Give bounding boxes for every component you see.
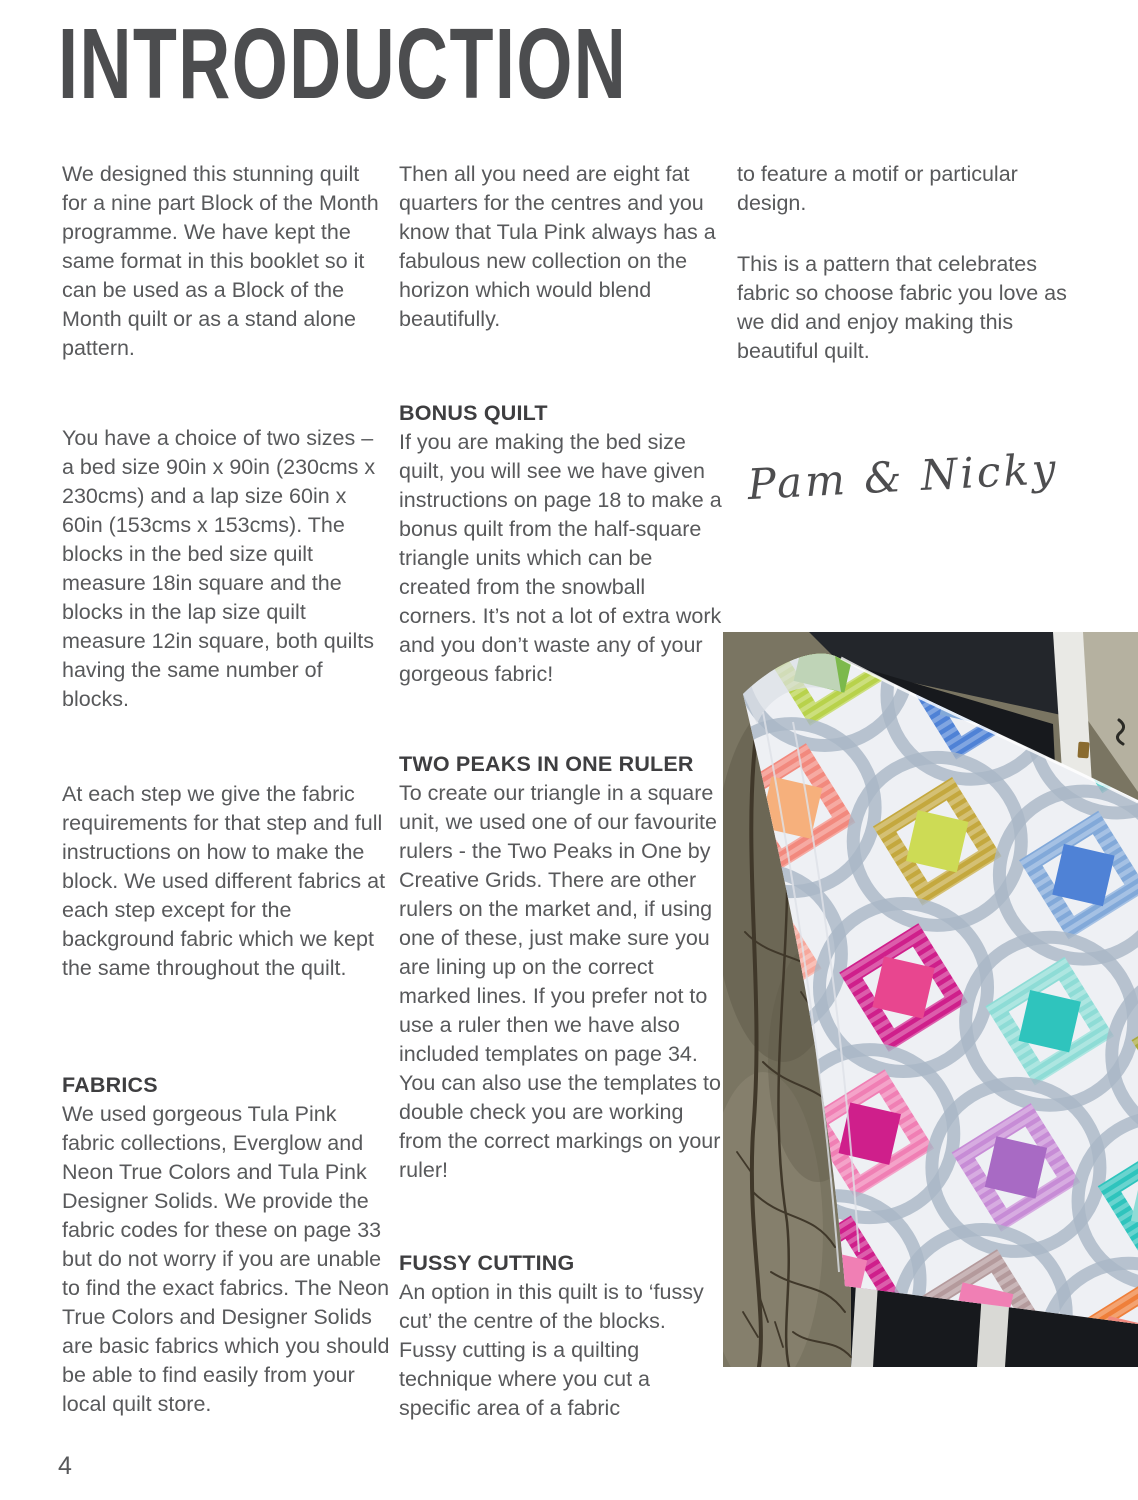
authors-signature: Pam & Nicky <box>746 443 1060 510</box>
quilt-photo <box>723 632 1138 1367</box>
middle-paragraph-1: Then all you need are eight fat quarters for the centres and you know that Tula Pink always has a fabulous new collection on the horizon which would blend beautifully. <box>399 162 716 331</box>
fussy-cutting-paragraph: An option in this quilt is to ‘fussy cut’ the centre of the blocks. Fussy cutting is a quilting technique where you cut a specific area of a fabric <box>399 1280 704 1420</box>
fussy-cutting-heading: FUSSY CUTTING <box>399 1251 575 1275</box>
two-peaks-heading: TWO PEAKS IN ONE RULER <box>399 752 694 776</box>
page-title <box>58 8 849 120</box>
page-title-text: INTRODUCTION <box>58 8 628 120</box>
page-number: 4 <box>58 1452 72 1480</box>
quilt-photo-illustration <box>723 632 1138 1367</box>
bonus-quilt-paragraph: If you are making the bed size quilt, you will see we have given instructions on page 18 to make a bonus quilt from the half-square triangle units which can be created from the snowball corners. It’s not a lot of extra work and you don’t waste any of your gorgeous fabric! <box>399 430 722 686</box>
two-peaks-paragraph: To create our triangle in a square unit, we used one of our favourite rulers - the Two Peaks in One by Creative Grids. There are other rulers on the market and, if using one of these, just make sure you are lining up on the correct marked lines. If you prefer not to use a ruler then we have also included templates on page 34. You can also use the templates to double check you are working from the correct markings on your ruler! <box>399 781 721 1182</box>
right-paragraph-1: to feature a motif or particular design. <box>737 162 1018 215</box>
right-paragraph-2: This is a pattern that celebrates fabric so choose fabric you love as we did and enjoy making this beautiful quilt. <box>737 252 1067 363</box>
bonus-quilt-heading: BONUS QUILT <box>399 401 548 425</box>
intro-paragraph-1: We designed this stunning quilt for a nine part Block of the Month programme. We have kept the same format in this booklet so it can be used as a Block of the Month quilt or as a stand alone pattern. <box>62 162 379 360</box>
fabrics-heading: FABRICS <box>62 1073 158 1097</box>
intro-paragraph-3: At each step we give the fabric requirements for that step and full instructions on how to make the block. We used different fabrics at each step except for the background fabric which we kept the same throughout the quilt. <box>62 782 386 980</box>
intro-paragraph-2: You have a choice of two sizes – a bed size 90in x 90in (230cms x 230cms) and a lap size 60in x 60in (153cms x 153cms). The blocks in the bed size quilt measure 18in square and the blocks in the lap size quilt measure 12in square, both quilts having the same number of blocks. <box>62 426 376 711</box>
fabrics-paragraph: We used gorgeous Tula Pink fabric collections, Everglow and Neon True Colors and Tula Pink Designer Solids. We provide the fabric codes for these on page 33 but do not worry if you are unable to find the exact fabrics. The Neon True Colors and Designer Solids are basic fabrics which you should be able to find easily from your local quilt store. <box>62 1102 390 1416</box>
